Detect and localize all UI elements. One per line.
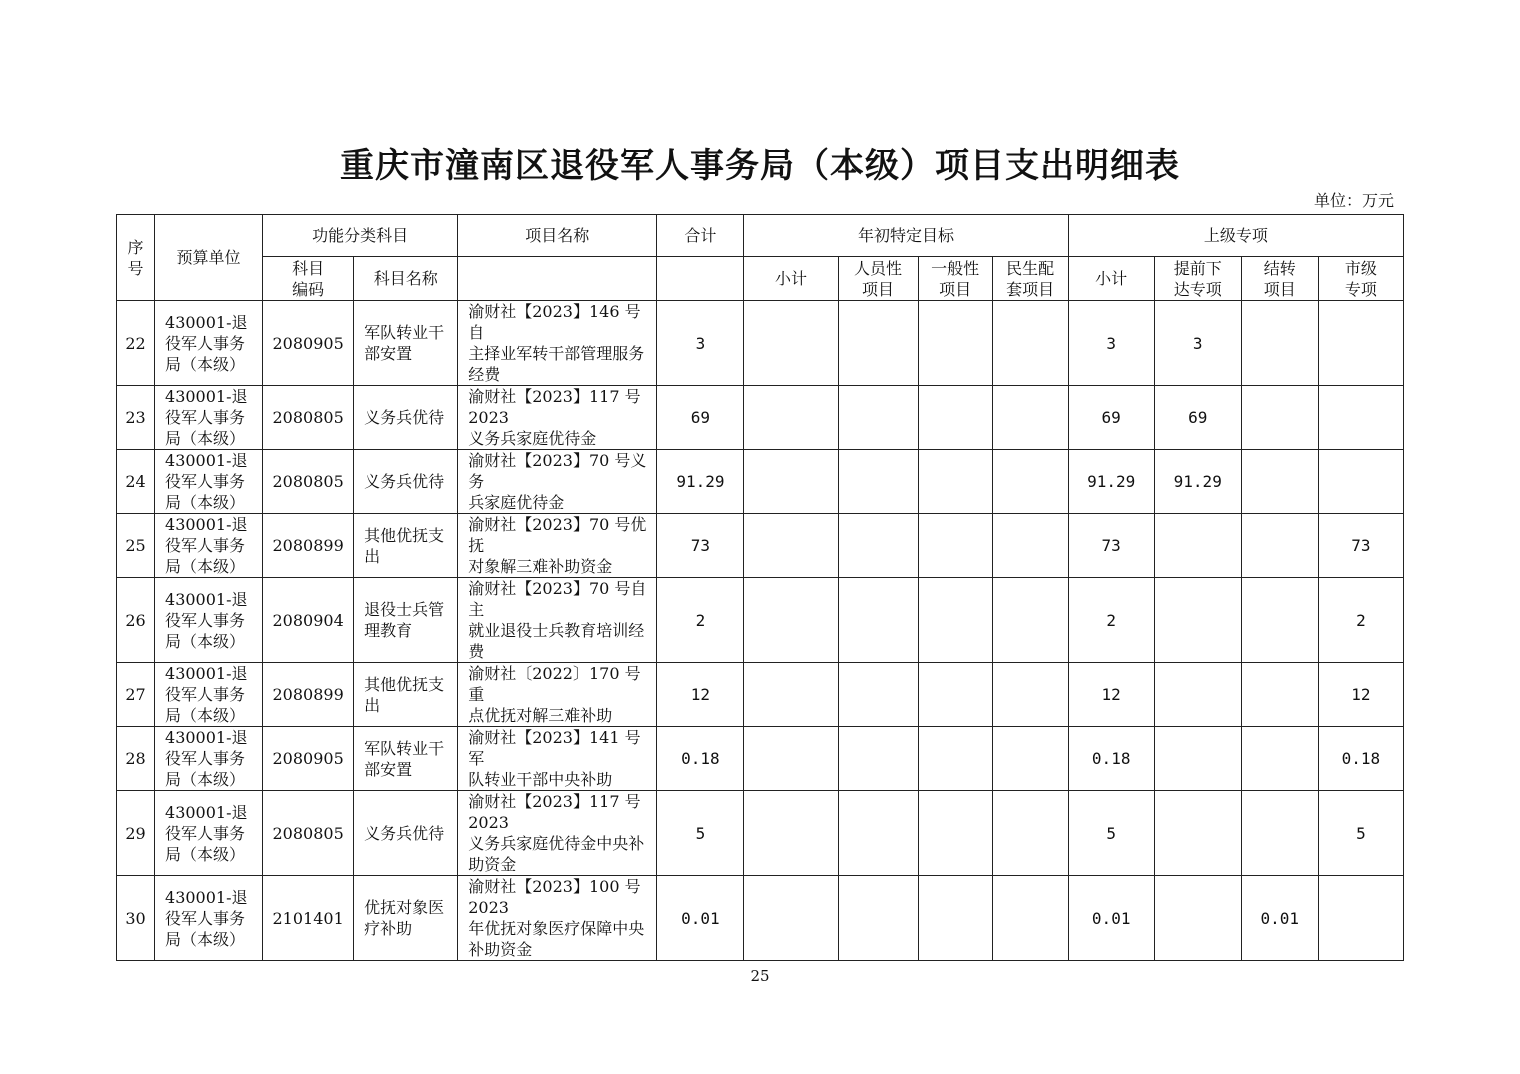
- row-target-personnel: [838, 386, 918, 450]
- row-total: 0.01: [657, 876, 744, 961]
- row-seq: 30: [117, 876, 155, 961]
- row-superior-carryover: [1241, 301, 1318, 386]
- row-target-subtotal: [744, 791, 838, 876]
- row-budget-unit: 430001-退 役军人事务 局（本级）: [155, 514, 263, 578]
- row-superior-carryover: [1241, 791, 1318, 876]
- row-subject-code: 2080899: [263, 663, 354, 727]
- row-target-livelihood: [992, 578, 1068, 663]
- row-target-subtotal: [744, 386, 838, 450]
- row-superior-carryover: [1241, 663, 1318, 727]
- row-target-general: [918, 663, 992, 727]
- header-advance: 提前下 达专项: [1154, 257, 1241, 301]
- row-budget-unit: 430001-退 役军人事务 局（本级）: [155, 727, 263, 791]
- row-subject-name: 义务兵优待: [354, 450, 458, 514]
- row-subject-code: 2080805: [263, 450, 354, 514]
- row-target-personnel: [838, 791, 918, 876]
- row-target-livelihood: [992, 386, 1068, 450]
- header-superior: 上级专项: [1068, 215, 1403, 257]
- row-target-general: [918, 791, 992, 876]
- row-seq: 24: [117, 450, 155, 514]
- header-livelihood: 民生配 套项目: [992, 257, 1068, 301]
- row-target-livelihood: [992, 514, 1068, 578]
- row-total: 2: [657, 578, 744, 663]
- header-budget-unit: 预算单位: [155, 215, 263, 301]
- row-superior-advance: 3: [1154, 301, 1241, 386]
- row-total: 12: [657, 663, 744, 727]
- row-superior-advance: [1154, 791, 1241, 876]
- unit-label: 单位：万元: [1313, 191, 1394, 210]
- row-target-general: [918, 514, 992, 578]
- row-superior-carryover: [1241, 386, 1318, 450]
- row-superior-city: [1318, 386, 1403, 450]
- row-target-personnel: [838, 876, 918, 961]
- row-seq: 26: [117, 578, 155, 663]
- header-code: 科目 编码: [263, 257, 354, 301]
- row-budget-unit: 430001-退 役军人事务 局（本级）: [155, 386, 263, 450]
- row-project-name: 渝财社【2023】146 号自 主择业军转干部管理服务 经费: [458, 301, 657, 386]
- row-superior-subtotal: 0.01: [1068, 876, 1154, 961]
- row-superior-city: [1318, 301, 1403, 386]
- header-annual-target: 年初特定目标: [744, 215, 1068, 257]
- row-target-livelihood: [992, 727, 1068, 791]
- row-target-subtotal: [744, 514, 838, 578]
- row-superior-subtotal: 69: [1068, 386, 1154, 450]
- row-target-personnel: [838, 301, 918, 386]
- row-seq: 25: [117, 514, 155, 578]
- table-row: [117, 450, 1404, 514]
- row-target-subtotal: [744, 727, 838, 791]
- row-project-name: 渝财社【2023】70 号义务 兵家庭优待金: [458, 450, 657, 514]
- row-subject-code: 2080805: [263, 386, 354, 450]
- row-total: 0.18: [657, 727, 744, 791]
- header-personnel: 人员性 项目: [838, 257, 918, 301]
- row-project-name: 渝财社【2023】70 号优抚 对象解三难补助资金: [458, 514, 657, 578]
- row-superior-advance: [1154, 876, 1241, 961]
- row-superior-city: [1318, 876, 1403, 961]
- row-total: 91.29: [657, 450, 744, 514]
- row-budget-unit: 430001-退 役军人事务 局（本级）: [155, 578, 263, 663]
- row-total: 3: [657, 301, 744, 386]
- row-budget-unit: 430001-退 役军人事务 局（本级）: [155, 301, 263, 386]
- row-subject-name: 义务兵优待: [354, 386, 458, 450]
- row-total: 69: [657, 386, 744, 450]
- row-target-personnel: [838, 727, 918, 791]
- row-subject-code: 2080905: [263, 727, 354, 791]
- header-row-1: [117, 215, 1404, 257]
- row-superior-carryover: [1241, 450, 1318, 514]
- row-target-livelihood: [992, 663, 1068, 727]
- row-subject-name: 其他优抚支 出: [354, 514, 458, 578]
- header-row-2: [117, 257, 1404, 301]
- row-superior-carryover: [1241, 727, 1318, 791]
- table-row: [117, 876, 1404, 961]
- row-subject-code: 2080899: [263, 514, 354, 578]
- row-target-personnel: [838, 663, 918, 727]
- header-seq: 序 号: [117, 215, 155, 301]
- header-project-name: 项目名称: [458, 215, 657, 257]
- table-row: [117, 301, 1404, 386]
- row-project-name: 渝财社【2023】100 号 2023 年优抚对象医疗保障中央 补助资金: [458, 876, 657, 961]
- table-row: [117, 727, 1404, 791]
- row-superior-advance: [1154, 578, 1241, 663]
- table-row: [117, 514, 1404, 578]
- row-superior-subtotal: 3: [1068, 301, 1154, 386]
- row-total: 5: [657, 791, 744, 876]
- row-superior-carryover: [1241, 514, 1318, 578]
- table-row: [117, 386, 1404, 450]
- row-superior-subtotal: 0.18: [1068, 727, 1154, 791]
- row-subject-name: 优抚对象医 疗补助: [354, 876, 458, 961]
- row-target-livelihood: [992, 450, 1068, 514]
- project-expenditure-table: [116, 214, 1404, 961]
- row-superior-advance: [1154, 727, 1241, 791]
- row-superior-city: 12: [1318, 663, 1403, 727]
- table-row: [117, 663, 1404, 727]
- row-target-general: [918, 301, 992, 386]
- table-body: [117, 301, 1404, 961]
- row-superior-subtotal: 12: [1068, 663, 1154, 727]
- row-subject-name: 义务兵优待: [354, 791, 458, 876]
- header-subject-name: 科目名称: [354, 257, 458, 301]
- row-superior-subtotal: 2: [1068, 578, 1154, 663]
- row-subject-name: 其他优抚支 出: [354, 663, 458, 727]
- row-project-name: 渝财社【2023】117 号 2023 义务兵家庭优待金中央补 助资金: [458, 791, 657, 876]
- row-superior-city: 5: [1318, 791, 1403, 876]
- row-subject-code: 2080904: [263, 578, 354, 663]
- table-row: [117, 791, 1404, 876]
- row-superior-city: 2: [1318, 578, 1403, 663]
- row-superior-advance: 91.29: [1154, 450, 1241, 514]
- row-subject-name: 退役士兵管 理教育: [354, 578, 458, 663]
- header-carryover: 结转 项目: [1241, 257, 1318, 301]
- row-budget-unit: 430001-退 役军人事务 局（本级）: [155, 791, 263, 876]
- row-project-name: 渝财社【2023】117 号 2023 义务兵家庭优待金: [458, 386, 657, 450]
- row-superior-advance: [1154, 663, 1241, 727]
- header-general: 一般性 项目: [918, 257, 992, 301]
- row-superior-carryover: 0.01: [1241, 876, 1318, 961]
- header-superior-subtotal: 小计: [1068, 257, 1154, 301]
- header-func-class: 功能分类科目: [263, 215, 458, 257]
- row-subject-code: 2080905: [263, 301, 354, 386]
- row-target-subtotal: [744, 450, 838, 514]
- row-superior-subtotal: 91.29: [1068, 450, 1154, 514]
- row-target-subtotal: [744, 663, 838, 727]
- header-city: 市级 专项: [1318, 257, 1403, 301]
- page-number: 25: [750, 967, 770, 985]
- row-subject-name: 军队转业干 部安置: [354, 301, 458, 386]
- header-total-blank: [657, 257, 744, 301]
- row-target-general: [918, 727, 992, 791]
- page-title: 重庆市潼南区退役军人事务局（本级）项目支出明细表: [340, 146, 1180, 186]
- row-target-livelihood: [992, 791, 1068, 876]
- row-target-personnel: [838, 514, 918, 578]
- row-project-name: 渝财社【2023】141 号军 队转业干部中央补助: [458, 727, 657, 791]
- row-superior-city: 0.18: [1318, 727, 1403, 791]
- row-target-subtotal: [744, 876, 838, 961]
- header-target-subtotal: 小计: [744, 257, 838, 301]
- row-subject-name: 军队转业干 部安置: [354, 727, 458, 791]
- row-superior-subtotal: 73: [1068, 514, 1154, 578]
- row-superior-carryover: [1241, 578, 1318, 663]
- row-target-subtotal: [744, 578, 838, 663]
- table-row: [117, 578, 1404, 663]
- row-target-livelihood: [992, 301, 1068, 386]
- row-budget-unit: 430001-退 役军人事务 局（本级）: [155, 876, 263, 961]
- row-superior-advance: [1154, 514, 1241, 578]
- row-target-personnel: [838, 578, 918, 663]
- row-target-general: [918, 386, 992, 450]
- header-project-name-blank: [458, 257, 657, 301]
- row-seq: 27: [117, 663, 155, 727]
- header-total: 合计: [657, 215, 744, 257]
- row-subject-code: 2101401: [263, 876, 354, 961]
- row-budget-unit: 430001-退 役军人事务 局（本级）: [155, 450, 263, 514]
- row-target-personnel: [838, 450, 918, 514]
- row-seq: 29: [117, 791, 155, 876]
- row-seq: 28: [117, 727, 155, 791]
- row-superior-city: [1318, 450, 1403, 514]
- row-superior-city: 73: [1318, 514, 1403, 578]
- row-target-general: [918, 578, 992, 663]
- row-superior-advance: 69: [1154, 386, 1241, 450]
- row-seq: 23: [117, 386, 155, 450]
- row-project-name: 渝财社【2023】70 号自主 就业退役士兵教育培训经 费: [458, 578, 657, 663]
- row-target-subtotal: [744, 301, 838, 386]
- row-target-livelihood: [992, 876, 1068, 961]
- row-budget-unit: 430001-退 役军人事务 局（本级）: [155, 663, 263, 727]
- row-project-name: 渝财社〔2022〕170 号重 点优抚对解三难补助: [458, 663, 657, 727]
- row-subject-code: 2080805: [263, 791, 354, 876]
- row-target-general: [918, 876, 992, 961]
- row-total: 73: [657, 514, 744, 578]
- row-seq: 22: [117, 301, 155, 386]
- row-superior-subtotal: 5: [1068, 791, 1154, 876]
- row-target-general: [918, 450, 992, 514]
